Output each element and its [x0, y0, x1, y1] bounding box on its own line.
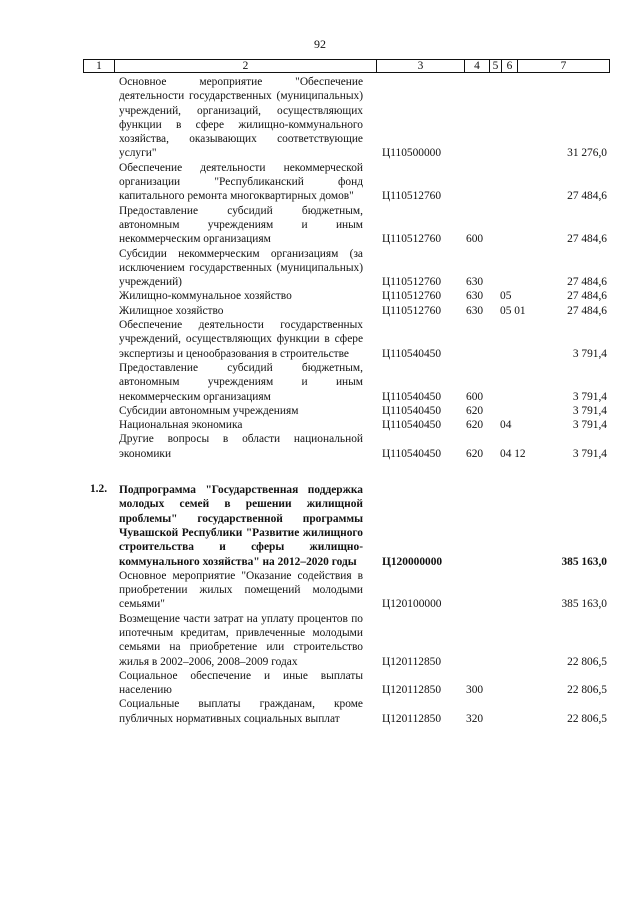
amount: 385 163,0	[561, 555, 607, 568]
row-description: Субсидии некоммерческим организациям (за исключением государственных (муниципальных) учреждений)	[119, 247, 363, 289]
row-description: Жилищное хозяйство	[119, 304, 224, 317]
section-subsection: 05	[500, 290, 512, 303]
section-number: 1.2.	[89, 483, 108, 496]
expense-type: 620	[466, 419, 484, 432]
target-code: Ц110512760	[382, 304, 442, 317]
target-code: Ц120000000	[382, 555, 443, 568]
row-description: Национальная экономика	[119, 419, 243, 432]
budget-table-body	[0, 75, 640, 726]
row-description: Возмещение части затрат на уплату процентов по ипотечным кредитам, привлеченные молодыми семьями на приобретение или строительство жилья в 2002–2006, 2008–2009 годах	[119, 612, 363, 668]
section-subsection: 05 01	[500, 304, 526, 317]
table-row	[0, 247, 640, 290]
table-row	[0, 204, 640, 247]
expense-type: 630	[466, 290, 484, 303]
expense-type: 600	[466, 390, 484, 403]
table-row	[0, 304, 640, 318]
amount: 385 163,0	[561, 598, 607, 611]
amount: 3 791,4	[572, 419, 607, 432]
table-row	[0, 569, 640, 612]
target-code: Ц110540450	[382, 447, 442, 460]
column-header: 7	[518, 60, 610, 73]
subprogram-title: Подпрограмма "Государственная поддержка молодых семей в решении жилищной проблемы" государственной программы Чувашской Республики "Развитие жилищного строительства и сферы жилищно-коммунального хозяйства" на 2012–2020 годы	[119, 484, 363, 568]
amount: 22 806,5	[567, 712, 607, 725]
table-row	[0, 318, 640, 361]
target-code: Ц110512760	[382, 276, 442, 289]
expense-type: 620	[466, 404, 484, 417]
column-header: 1	[84, 60, 115, 73]
row-description: Предоставление субсидий бюджетным, автономным учреждениям и иным некоммерческим организациям	[119, 361, 363, 403]
table-row	[0, 404, 640, 418]
column-header: 2	[115, 60, 377, 73]
amount: 22 806,5	[567, 655, 607, 668]
section-subsection: 04 12	[500, 447, 526, 460]
target-code: Ц120112850	[382, 655, 442, 668]
target-code: Ц120100000	[382, 598, 442, 611]
table-row	[0, 612, 640, 669]
expense-type: 600	[466, 233, 484, 246]
target-code: Ц110540450	[382, 404, 442, 417]
expense-type: 620	[466, 447, 484, 460]
amount: 3 791,4	[572, 390, 607, 403]
row-description: Субсидии автономным учреждениям	[119, 404, 299, 417]
column-header: 6	[502, 60, 518, 73]
column-header: 5	[490, 60, 502, 73]
target-code: Ц120112850	[382, 712, 442, 725]
column-header: 4	[465, 60, 490, 73]
row-description: Основное мероприятие "Обеспечение деятельности государственных (муниципальных) учреждений, организаций, осуществляющих функции в сфере жилищно-коммунального хозяйства, оказывающих соответствующие услуги"	[119, 76, 363, 160]
page-number: 92	[314, 37, 326, 51]
target-code: Ц110512760	[382, 290, 442, 303]
expense-type: 630	[466, 276, 484, 289]
amount: 27 484,6	[567, 304, 607, 317]
target-code: Ц110540450	[382, 390, 442, 403]
table-row	[0, 669, 640, 698]
subprogram-row	[0, 483, 640, 569]
amount: 3 791,4	[572, 447, 607, 460]
row-description: Основное мероприятие "Оказание содействия в приобретении жилых помещений молодыми семьями"	[119, 569, 363, 611]
target-code: Ц110540450	[382, 347, 442, 360]
row-description: Предоставление субсидий бюджетным, автономным учреждениям и иным некоммерческим организациям	[119, 204, 363, 246]
section-subsection: 04	[500, 419, 512, 432]
table-row	[0, 697, 640, 726]
amount: 27 484,6	[567, 290, 607, 303]
column-header: 3	[377, 60, 465, 73]
row-description: Социальное обеспечение и иные выплаты населению	[119, 669, 363, 697]
table-row	[0, 361, 640, 404]
target-code: Ц110512760	[382, 233, 442, 246]
target-code: Ц120112850	[382, 684, 442, 697]
expense-type: 300	[466, 684, 484, 697]
row-description: Обеспечение деятельности некоммерческой организации "Республиканский фонд капитального ремонта многоквартирных домов"	[119, 161, 363, 203]
table-row	[0, 289, 640, 303]
row-description: Жилищно-коммунальное хозяйство	[119, 290, 292, 303]
amount: 22 806,5	[567, 684, 607, 697]
expense-type: 320	[466, 712, 484, 725]
table-header	[83, 59, 610, 73]
amount: 27 484,6	[567, 276, 607, 289]
table-row	[0, 75, 640, 161]
amount: 3 791,4	[572, 404, 607, 417]
table-row	[0, 161, 640, 204]
amount: 31 276,0	[567, 147, 607, 160]
row-description: Социальные выплаты гражданам, кроме публичных нормативных социальных выплат	[119, 698, 363, 725]
table-row	[0, 418, 640, 432]
amount: 27 484,6	[567, 233, 607, 246]
target-code: Ц110512760	[382, 190, 442, 203]
amount: 27 484,6	[567, 190, 607, 203]
target-code: Ц110500000	[382, 147, 442, 160]
amount: 3 791,4	[572, 347, 607, 360]
target-code: Ц110540450	[382, 419, 442, 432]
table-row	[0, 432, 640, 461]
row-description: Другие вопросы в области национальной экономики	[119, 433, 363, 460]
row-description: Обеспечение деятельности государственных учреждений, осуществляющих функции в сфере экспертизы и ценообразования в строительстве	[119, 319, 363, 360]
expense-type: 630	[466, 304, 484, 317]
